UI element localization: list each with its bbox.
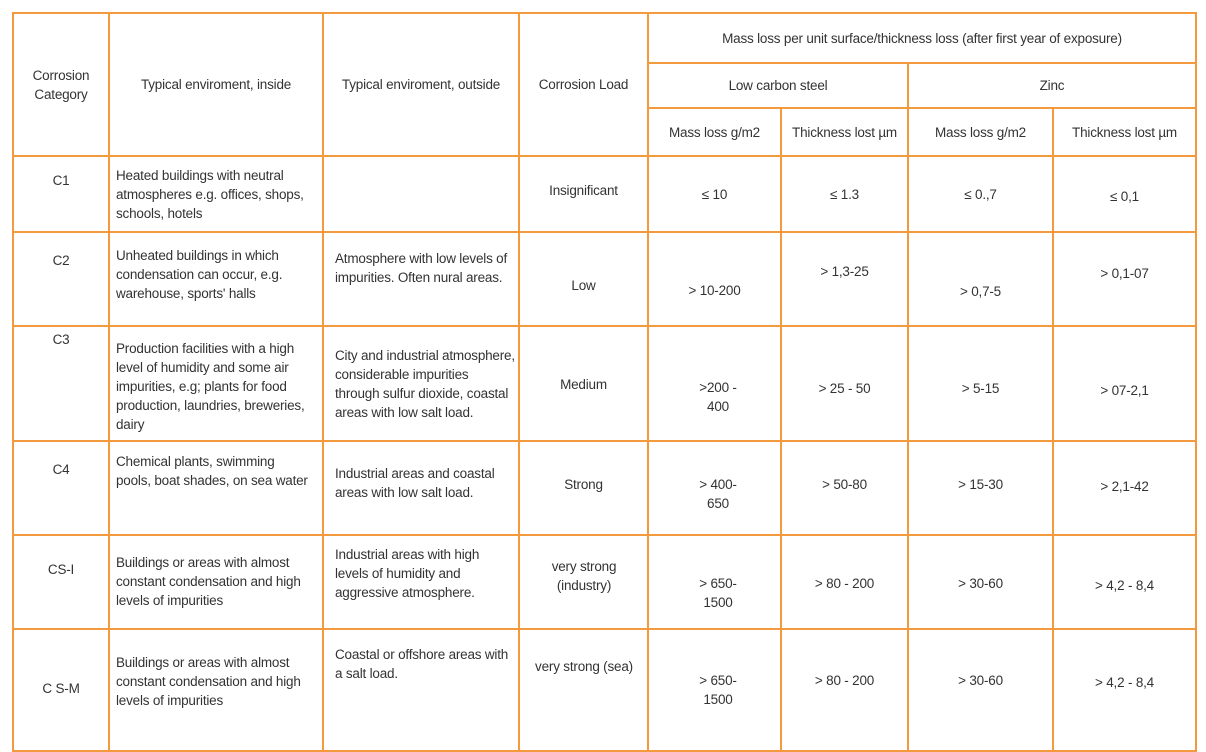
zinc-thick-cell: > 07-2,1 <box>1053 326 1196 441</box>
load-cell: very strong (sea) <box>519 629 648 751</box>
category-cell: CS-I <box>13 535 109 629</box>
steel-mass-cell: > 650- 1500 <box>648 629 781 751</box>
outside-cell: Coastal or offshore areas with a salt load. <box>323 629 519 751</box>
zinc-mass-cell: > 30-60 <box>908 535 1053 629</box>
header-steel: Low carbon steel <box>648 63 908 108</box>
load-cell: very strong (industry) <box>519 535 648 629</box>
zinc-mass-cell: > 30-60 <box>908 629 1053 751</box>
load-cell: Strong <box>519 441 648 535</box>
table-row <box>13 441 1196 535</box>
category-cell: C2 <box>13 232 109 326</box>
header-load: Corrosion Load <box>519 13 648 156</box>
zinc-thick-cell: > 2,1-42 <box>1053 441 1196 535</box>
zinc-mass-cell: > 0,7-5 <box>908 232 1053 326</box>
zinc-thick-cell: > 0,1-07 <box>1053 232 1196 326</box>
corrosion-table-container <box>12 12 1197 752</box>
inside-cell: Buildings or areas with almost constant condensation and high levels of impurities <box>109 535 323 629</box>
steel-thick-cell: > 80 - 200 <box>781 535 908 629</box>
header-outside: Typical enviroment, outside <box>323 13 519 156</box>
header-zinc-thick: Thickness lost µm <box>1053 108 1196 156</box>
steel-mass-cell: > 400- 650 <box>648 441 781 535</box>
table-row <box>13 232 1196 326</box>
header-inside: Typical enviroment, inside <box>109 13 323 156</box>
load-cell: Medium <box>519 326 648 441</box>
zinc-thick-cell: > 4,2 - 8,4 <box>1053 629 1196 751</box>
outside-cell <box>323 156 519 232</box>
corrosion-category-table <box>12 12 1197 752</box>
zinc-mass-cell: > 15-30 <box>908 441 1053 535</box>
steel-thick-cell: > 25 - 50 <box>781 326 908 441</box>
zinc-thick-cell: ≤ 0,1 <box>1053 156 1196 232</box>
outside-cell: City and industrial atmosphere, considerable impurities through sulfur dioxide, coastal areas with low salt load. <box>323 326 519 441</box>
header-zinc: Zinc <box>908 63 1196 108</box>
zinc-thick-cell: > 4,2 - 8,4 <box>1053 535 1196 629</box>
category-cell: C4 <box>13 441 109 535</box>
header-corrosion-category: Corrosion Category <box>13 13 109 156</box>
steel-mass-cell: > 10-200 <box>648 232 781 326</box>
steel-thick-cell: > 50-80 <box>781 441 908 535</box>
inside-cell: Production facilities with a high level of humidity and some air impurities, e.g; plants for food production, laundries, breweries, dairy <box>109 326 323 441</box>
header-steel-thick: Thickness lost µm <box>781 108 908 156</box>
zinc-mass-cell: > 5-15 <box>908 326 1053 441</box>
table-row <box>13 535 1196 629</box>
steel-mass-cell: > 650- 1500 <box>648 535 781 629</box>
steel-mass-cell: ≤ 10 <box>648 156 781 232</box>
steel-thick-cell: ≤ 1.3 <box>781 156 908 232</box>
inside-cell: Heated buildings with neutral atmospheres e.g. offices, shops, schools, hotels <box>109 156 323 232</box>
outside-cell: Atmosphere with low levels of impurities. Often nural areas. <box>323 232 519 326</box>
header-zinc-mass: Mass loss g/m2 <box>908 108 1053 156</box>
header-steel-mass: Mass loss g/m2 <box>648 108 781 156</box>
header-mass-loss-group: Mass loss per unit surface/thickness loss (after first year of exposure) <box>648 13 1196 63</box>
category-cell: C1 <box>13 156 109 232</box>
load-cell: Insignificant <box>519 156 648 232</box>
zinc-mass-cell: ≤ 0.,7 <box>908 156 1053 232</box>
outside-cell: Industrial areas with high levels of humidity and aggressive atmosphere. <box>323 535 519 629</box>
inside-cell: Chemical plants, swimming pools, boat shades, on sea water <box>109 441 323 535</box>
steel-mass-cell: >200 - 400 <box>648 326 781 441</box>
table-row <box>13 629 1196 751</box>
category-cell: C3 <box>13 326 109 441</box>
table-row <box>13 156 1196 232</box>
inside-cell: Buildings or areas with almost constant condensation and high levels of impurities <box>109 629 323 751</box>
steel-thick-cell: > 80 - 200 <box>781 629 908 751</box>
steel-thick-cell: > 1,3-25 <box>781 232 908 326</box>
table-row <box>13 326 1196 441</box>
category-cell: C S-M <box>13 629 109 751</box>
inside-cell: Unheated buildings in which condensation can occur, e.g. warehouse, sports' halls <box>109 232 323 326</box>
outside-cell: Industrial areas and coastal areas with low salt load. <box>323 441 519 535</box>
header-row-1 <box>13 13 1196 63</box>
load-cell: Low <box>519 232 648 326</box>
